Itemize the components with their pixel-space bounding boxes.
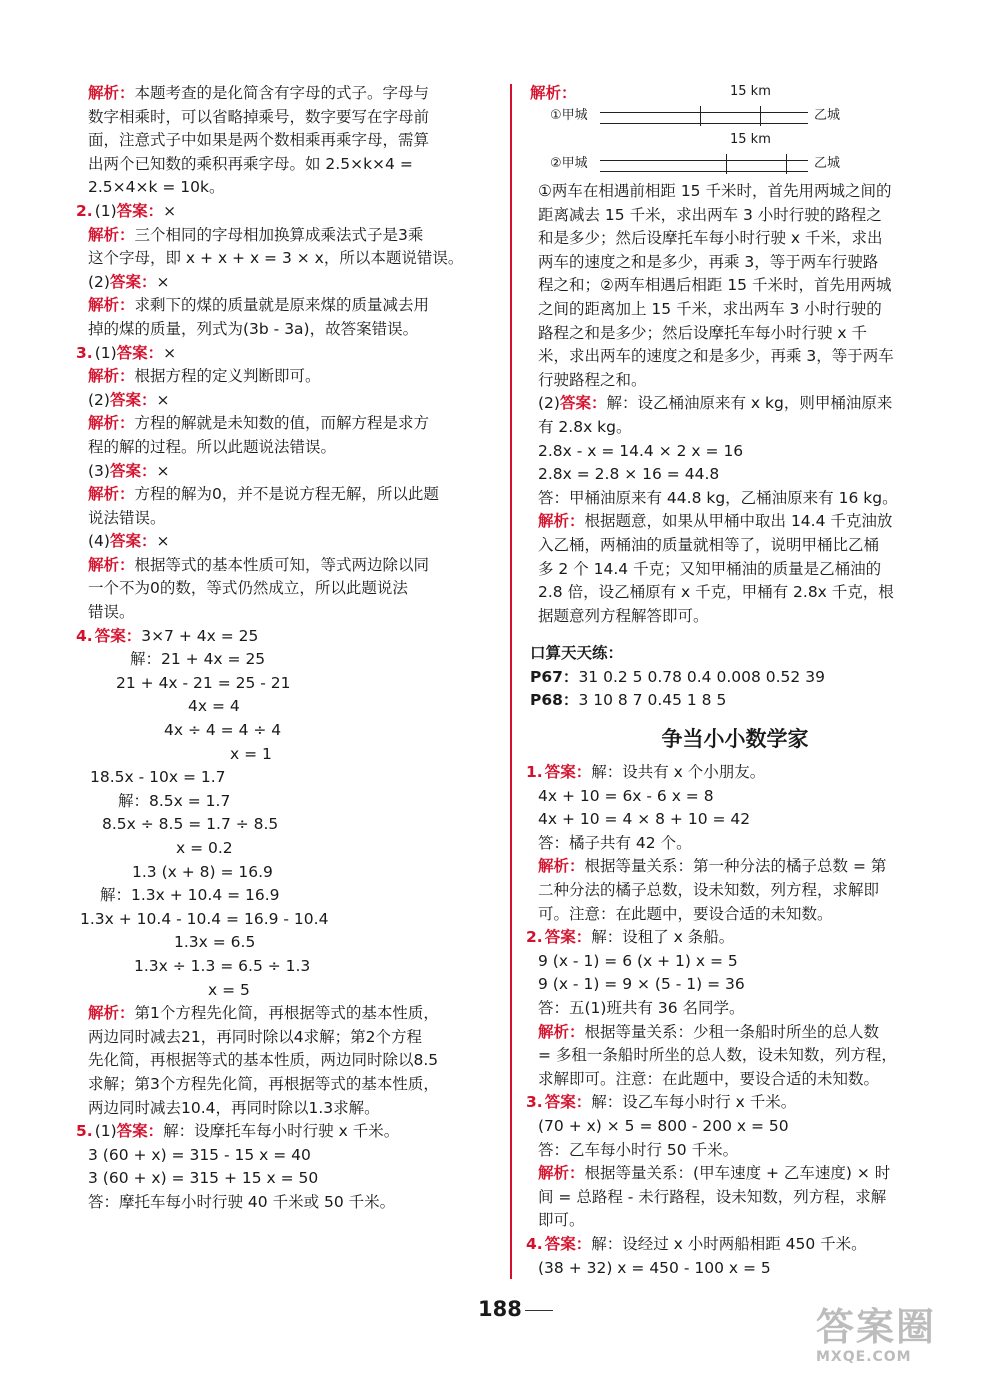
body-text: 和是多少；然后设摩托车每小时行驶 x 千米，求出 bbox=[538, 229, 883, 248]
text-line bbox=[530, 322, 940, 346]
text-line bbox=[530, 180, 940, 204]
body-text: 入乙桶，两桶油的质量就相等了，说明甲桶比乙桶 bbox=[538, 535, 880, 554]
body-text: 两边同时减去10.4，再同时除以1.3求解。 bbox=[88, 1098, 380, 1117]
answer-label: 答案： bbox=[116, 343, 164, 362]
body-text: 3 (60 + x) = 315 - 15 x = 40 bbox=[88, 1145, 311, 1164]
answer-text: × bbox=[156, 461, 170, 480]
body-text: 1.3 (x + 8) = 16.9 bbox=[132, 862, 273, 881]
practice-answers: 31 0.2 5 0.78 0.4 0.008 0.52 39 bbox=[578, 667, 825, 686]
body-text: 说法错误。 bbox=[88, 508, 166, 527]
body-text: 掉的煤的质量，列式为(3b - 3a)，故答案错误。 bbox=[88, 319, 419, 338]
diagram-city-a-2: ②甲城 bbox=[550, 156, 588, 171]
answer-text: × bbox=[163, 201, 177, 220]
analysis-label: 解析： bbox=[88, 485, 135, 504]
analysis-text: 根据等量关系：少租一条船时所坐的总人数 bbox=[584, 1022, 880, 1041]
text-line bbox=[80, 648, 490, 672]
analysis-text: 根据等式的基本性质可知，等式两边除以同 bbox=[134, 555, 430, 574]
distance-diagram bbox=[530, 82, 940, 180]
answer-line bbox=[76, 625, 490, 649]
text-line bbox=[80, 743, 490, 767]
body-text: 答：橘子共有 42 个。 bbox=[538, 833, 692, 852]
page-number-dash bbox=[525, 1310, 553, 1311]
answer-label: 答案： bbox=[116, 1122, 164, 1141]
text-line bbox=[530, 1068, 940, 1092]
body-text: 1.3x = 6.5 bbox=[174, 933, 256, 952]
analysis-line bbox=[80, 82, 490, 106]
answer-text: 解：设经过 x 小时两船相距 450 千米。 bbox=[591, 1234, 867, 1253]
text-line bbox=[530, 251, 940, 275]
body-text: 2.8x = 2.8 × 16 = 44.8 bbox=[538, 465, 720, 484]
diagram-distance-2: 15 km bbox=[730, 132, 771, 147]
answer-line bbox=[80, 271, 490, 295]
answer-line bbox=[76, 342, 490, 366]
body-text: 答：甲桶油原来有 44.8 kg，乙桶油原来有 16 kg。 bbox=[538, 488, 898, 507]
analysis-label: 解析： bbox=[88, 296, 135, 315]
body-text: 行驶路程之和。 bbox=[538, 370, 647, 389]
body-text: 答：五(1)班共有 36 名同学。 bbox=[538, 999, 745, 1017]
text-line bbox=[530, 487, 940, 511]
body-text: (38 + 32) x = 450 - 100 x = 5 bbox=[538, 1258, 771, 1277]
text-line bbox=[80, 884, 490, 908]
answer-label: 答案： bbox=[544, 1093, 592, 1112]
text-line bbox=[530, 1186, 940, 1210]
answer-text: × bbox=[156, 390, 170, 409]
analysis-label: 解析： bbox=[538, 1022, 585, 1041]
answer-label: 答案： bbox=[544, 763, 592, 782]
sub-question: (2) bbox=[88, 272, 110, 291]
text-line bbox=[530, 1209, 940, 1233]
body-text: 2.8 倍，设乙桶原有 x 千克，甲桶有 2.8x 千克，根 bbox=[538, 583, 894, 602]
text-line bbox=[530, 832, 940, 856]
sub-question: (2) bbox=[88, 390, 110, 409]
text-line bbox=[530, 879, 940, 903]
body-text: 错误。 bbox=[88, 603, 135, 622]
analysis-line bbox=[80, 483, 490, 507]
answer-text: 解：设共有 x 个小朋友。 bbox=[591, 763, 766, 782]
body-text: x = 0.2 bbox=[176, 839, 233, 857]
text-line bbox=[530, 689, 940, 713]
body-text: x = 5 bbox=[208, 980, 250, 999]
body-text: 答：摩托车每小时行驶 40 千米或 50 千米。 bbox=[88, 1192, 396, 1211]
text-line bbox=[530, 558, 940, 582]
text-line bbox=[80, 176, 490, 200]
text-line bbox=[530, 204, 940, 228]
body-text: (70 + x) × 5 = 800 - 200 x = 50 bbox=[538, 1116, 789, 1135]
text-line bbox=[80, 1144, 490, 1168]
body-text: 答：乙车每小时行 50 千米。 bbox=[538, 1140, 739, 1159]
text-line bbox=[530, 808, 940, 832]
text-line bbox=[530, 345, 940, 369]
text-line bbox=[530, 534, 940, 558]
column-divider bbox=[510, 84, 512, 1279]
diagram-distance-1: 15 km bbox=[730, 84, 771, 99]
answer-text: 3×7 + 4x = 25 bbox=[141, 626, 259, 645]
analysis-label: 解析： bbox=[538, 512, 585, 531]
text-line bbox=[80, 106, 490, 130]
body-text: 4x ÷ 4 = 4 ÷ 4 bbox=[164, 721, 282, 740]
body-text: 程的解的过程。所以此题说法错误。 bbox=[88, 437, 337, 456]
text-line bbox=[530, 440, 940, 464]
answer-line bbox=[526, 761, 940, 785]
answer-label: 答案： bbox=[116, 201, 164, 220]
text-line bbox=[80, 129, 490, 153]
answer-line bbox=[526, 1091, 940, 1115]
body-text: ①两车在相遇前相距 15 千米时，首先用两城之间的 bbox=[538, 182, 892, 200]
spacer bbox=[530, 628, 940, 642]
question-number: 1. bbox=[526, 763, 543, 782]
practice-heading: 口算天天练： bbox=[530, 644, 624, 663]
practice-page: P67： bbox=[530, 667, 579, 686]
analysis-text: 第1个方程先化简，再根据等式的基本性质， bbox=[134, 1004, 439, 1023]
text-line bbox=[530, 1044, 940, 1068]
question-number: 4. bbox=[76, 626, 93, 645]
body-text: 多 2 个 14.4 千克；又知甲桶油的质量是乙桶油的 bbox=[538, 559, 882, 578]
text-line bbox=[530, 581, 940, 605]
body-text: 路程之和是多少；然后设摩托车每小时行驶 x 千 bbox=[538, 323, 868, 342]
text-line bbox=[80, 1097, 490, 1121]
body-text: 据题意列方程解答即可。 bbox=[538, 606, 709, 625]
analysis-line bbox=[530, 510, 940, 534]
body-text: 求解即可。注意：在此题中，要设合适的未知数。 bbox=[538, 1069, 880, 1088]
body-text: 4x + 10 = 4 × 8 + 10 = 42 bbox=[538, 810, 751, 829]
text-line bbox=[80, 1049, 490, 1073]
body-text: 出两个已知数的乘积再乘字母。如 2.5×k×4 = bbox=[88, 154, 413, 173]
analysis-line bbox=[80, 1002, 490, 1026]
answer-text: 解：设租了 x 条船。 bbox=[591, 928, 735, 947]
practice-page: P68： bbox=[530, 691, 579, 710]
diagram-city-b-2: 乙城 bbox=[814, 156, 841, 171]
text-line bbox=[530, 416, 940, 440]
text-line bbox=[530, 642, 940, 666]
answer-label: 答案： bbox=[544, 1234, 592, 1253]
text-line bbox=[80, 790, 490, 814]
analysis-text: 根据等量关系：第一种分法的橘子总数 = 第 bbox=[584, 857, 887, 876]
analysis-line bbox=[80, 412, 490, 436]
body-text: 一个不为0的数，等式仍然成立，所以此题说法 bbox=[88, 579, 408, 598]
diagram-city-a-1: ①甲城 bbox=[550, 108, 588, 123]
answer-label: 答案： bbox=[94, 626, 142, 645]
body-text: 18.5x - 10x = 1.7 bbox=[90, 768, 226, 787]
analysis-line bbox=[80, 294, 490, 318]
answer-label: 答案： bbox=[109, 461, 157, 480]
analysis-label: 解析： bbox=[538, 1164, 585, 1183]
diagram-tick bbox=[760, 106, 761, 126]
text-line bbox=[530, 463, 940, 487]
analysis-text: 根据方程的定义判断即可。 bbox=[134, 367, 321, 386]
answer-label: 答案： bbox=[109, 390, 157, 409]
text-line bbox=[80, 577, 490, 601]
text-line bbox=[80, 1191, 490, 1215]
sub-question: (1) bbox=[94, 1122, 117, 1141]
text-line bbox=[80, 601, 490, 625]
watermark-title: 答案圈 bbox=[816, 1305, 937, 1349]
answer-label: 答案： bbox=[109, 272, 157, 291]
diagram-bar-1 bbox=[600, 112, 808, 124]
sub-question: (1) bbox=[94, 201, 117, 220]
question-number: 4. bbox=[526, 1234, 543, 1253]
answer-label: 答案： bbox=[559, 394, 607, 413]
answer-text: 解：设乙桶油原来有 x kg，则甲桶油原来 bbox=[606, 394, 893, 413]
question-number: 3. bbox=[76, 343, 93, 362]
answer-line bbox=[76, 200, 490, 224]
text-line bbox=[80, 695, 490, 719]
body-text: 4x = 4 bbox=[188, 697, 240, 716]
body-text: 两边同时减去21，再同时除以4求解；第2个方程 bbox=[88, 1027, 422, 1046]
sub-question: (1) bbox=[94, 343, 117, 362]
analysis-text: 三个相同的字母相加换算成乘法式子是3乘 bbox=[134, 225, 424, 244]
analysis-text: 本题考查的是化简含有字母的式子。字母与 bbox=[134, 84, 430, 102]
body-text: 先化简，再根据等式的基本性质，两边同时除以8.5 bbox=[88, 1051, 439, 1070]
text-line bbox=[80, 436, 490, 460]
body-text: 4x + 10 = 6x - 6 x = 8 bbox=[538, 786, 714, 805]
analysis-label: 解析： bbox=[88, 84, 135, 102]
diagram-tick bbox=[786, 154, 787, 174]
text-line bbox=[80, 153, 490, 177]
text-line bbox=[80, 813, 490, 837]
text-line bbox=[80, 837, 490, 861]
text-line bbox=[530, 298, 940, 322]
body-text: 数字相乘时，可以省略掉乘号，数字要写在字母前 bbox=[88, 107, 430, 126]
text-line bbox=[530, 666, 940, 690]
analysis-line bbox=[80, 224, 490, 248]
diagram-tag: 解析： bbox=[530, 84, 577, 102]
body-text: 解：21 + 4x = 25 bbox=[130, 650, 266, 669]
body-text: 二种分法的橘子总数，设未知数，列方程，求解即 bbox=[538, 881, 880, 900]
body-text: 9 (x - 1) = 6 (x + 1) x = 5 bbox=[538, 951, 738, 970]
answer-line bbox=[530, 392, 940, 416]
analysis-label: 解析： bbox=[538, 857, 585, 876]
text-line bbox=[530, 973, 940, 997]
text-line bbox=[80, 719, 490, 743]
text-line bbox=[80, 1026, 490, 1050]
text-line bbox=[530, 369, 940, 393]
text-line bbox=[80, 861, 490, 885]
body-text: 有 2.8x kg。 bbox=[538, 417, 632, 436]
page-number: 188 bbox=[478, 1297, 522, 1321]
answer-label: 答案： bbox=[544, 928, 592, 947]
section-title: 争当小小数学家 bbox=[661, 726, 809, 752]
analysis-line bbox=[80, 365, 490, 389]
question-number: 5. bbox=[76, 1122, 93, 1141]
body-text: 可。注意：在此题中，要设合适的未知数。 bbox=[538, 904, 833, 923]
analysis-text: 根据题意，如果从甲桶中取出 14.4 千克油放 bbox=[584, 512, 893, 531]
body-text: 1.3x ÷ 1.3 = 6.5 ÷ 1.3 bbox=[134, 956, 311, 975]
text-line bbox=[80, 766, 490, 790]
text-line bbox=[80, 672, 490, 696]
right-column bbox=[526, 82, 940, 1280]
body-text: 即可。 bbox=[538, 1211, 585, 1230]
answer-line bbox=[80, 389, 490, 413]
text-line bbox=[530, 1139, 940, 1163]
analysis-label: 解析： bbox=[88, 414, 135, 433]
question-number: 2. bbox=[526, 928, 543, 947]
sub-question: (2) bbox=[538, 394, 560, 413]
answer-line bbox=[80, 530, 490, 554]
diagram-tick bbox=[700, 106, 701, 126]
analysis-line bbox=[80, 554, 490, 578]
answer-line bbox=[526, 926, 940, 950]
text-line bbox=[530, 605, 940, 629]
body-text: 距离减去 15 千米，求出两车 3 小时行驶的路程之 bbox=[538, 205, 882, 224]
text-line bbox=[530, 1257, 940, 1281]
answer-line bbox=[76, 1120, 490, 1144]
left-column bbox=[76, 82, 490, 1215]
body-text: x = 1 bbox=[230, 744, 272, 763]
text-line bbox=[80, 1073, 490, 1097]
body-text: 3 (60 + x) = 315 + 15 x = 50 bbox=[88, 1169, 319, 1188]
body-text: 求解；第3个方程先化简，再根据等式的基本性质， bbox=[88, 1074, 439, 1093]
analysis-label: 解析： bbox=[88, 367, 135, 386]
analysis-line bbox=[530, 1021, 940, 1045]
analysis-label: 解析： bbox=[88, 1004, 135, 1023]
analysis-text: 方程的解就是未知数的值，而解方程是求方 bbox=[134, 414, 430, 433]
diagram-city-b-1: 乙城 bbox=[814, 108, 841, 123]
body-text: 解：1.3x + 10.4 = 16.9 bbox=[100, 886, 280, 905]
answer-text: × bbox=[163, 343, 177, 362]
body-text: 间 = 总路程 - 未行路程，设未知数，列方程，求解 bbox=[538, 1187, 887, 1206]
body-text: 21 + 4x - 21 = 25 - 21 bbox=[116, 673, 291, 692]
text-line bbox=[80, 507, 490, 531]
text-line bbox=[80, 979, 490, 1003]
text-line bbox=[530, 950, 940, 974]
diagram-row-2 bbox=[550, 130, 850, 174]
watermark-url: MXQE.COM bbox=[816, 1349, 912, 1365]
text-line bbox=[80, 955, 490, 979]
text-line bbox=[80, 908, 490, 932]
body-text: 1.3x + 10.4 - 10.4 = 16.9 - 10.4 bbox=[80, 909, 329, 928]
diagram-tick bbox=[726, 154, 727, 174]
body-text: 这个字母，即 x + x + x = 3 × x，所以本题说错误。 bbox=[88, 249, 464, 268]
body-text: 面，注意式子中如果是两个数相乘再乘字母，需算 bbox=[88, 131, 430, 150]
analysis-text: 方程的解为0，并不是说方程无解，所以此题 bbox=[134, 485, 439, 504]
answer-line bbox=[526, 1233, 940, 1257]
answer-line bbox=[80, 460, 490, 484]
text-line bbox=[530, 903, 940, 927]
body-text: 两车的速度之和是多少，再乘 3，等于两车行驶路 bbox=[538, 252, 879, 271]
question-number: 3. bbox=[526, 1093, 543, 1112]
right-column-body bbox=[526, 180, 940, 1280]
body-text: 之间的距离加上 15 千米，求出两车 3 小时行驶的 bbox=[538, 299, 882, 318]
body-text: 8.5x ÷ 8.5 = 1.7 ÷ 8.5 bbox=[102, 815, 279, 834]
text-line bbox=[80, 247, 490, 271]
body-text: 解：8.5x = 1.7 bbox=[118, 791, 231, 810]
analysis-line bbox=[530, 1162, 940, 1186]
answer-text: × bbox=[156, 272, 170, 291]
text-line bbox=[80, 1167, 490, 1191]
analysis-text: 求剩下的煤的质量就是原来煤的质量减去用 bbox=[134, 296, 430, 315]
answer-text: × bbox=[156, 532, 170, 551]
text-line bbox=[530, 997, 940, 1021]
answer-text: 解：设摩托车每小时行驶 x 千米。 bbox=[163, 1122, 400, 1141]
diagram-row-1 bbox=[550, 82, 850, 126]
text-line bbox=[80, 318, 490, 342]
text-line bbox=[80, 931, 490, 955]
body-text: 2.8x - x = 14.4 × 2 x = 16 bbox=[538, 441, 744, 460]
body-text: = 多租一条船时所坐的总人数，设未知数，列方程， bbox=[538, 1046, 897, 1065]
analysis-label: 解析： bbox=[88, 555, 135, 574]
analysis-text: 根据等量关系：(甲车速度 + 乙车速度) × 时 bbox=[584, 1164, 891, 1183]
body-text: 米，求出两车的速度之和是多少，再乘 3，等于两车 bbox=[538, 347, 894, 366]
body-text: 2.5×4×k = 10k。 bbox=[88, 178, 225, 197]
answer-text: 解：设乙车每小时行 x 千米。 bbox=[591, 1093, 797, 1112]
text-line bbox=[530, 274, 940, 298]
answer-label: 答案： bbox=[109, 532, 157, 551]
text-line bbox=[530, 1115, 940, 1139]
diagram-bar-2 bbox=[600, 160, 808, 172]
analysis-line bbox=[530, 855, 940, 879]
practice-answers: 3 10 8 7 0.45 1 8 5 bbox=[578, 691, 727, 710]
text-line bbox=[530, 785, 940, 809]
body-text: 程之和；②两车相遇后相距 15 千米时，首先用两城 bbox=[538, 276, 892, 295]
analysis-label: 解析： bbox=[88, 225, 135, 244]
watermark-logo bbox=[816, 1305, 986, 1375]
body-text: 9 (x - 1) = 9 × (5 - 1) = 36 bbox=[538, 975, 745, 994]
question-number: 2. bbox=[76, 201, 93, 220]
sub-question: (3) bbox=[88, 461, 110, 480]
text-line bbox=[530, 227, 940, 251]
sub-question: (4) bbox=[88, 532, 110, 551]
